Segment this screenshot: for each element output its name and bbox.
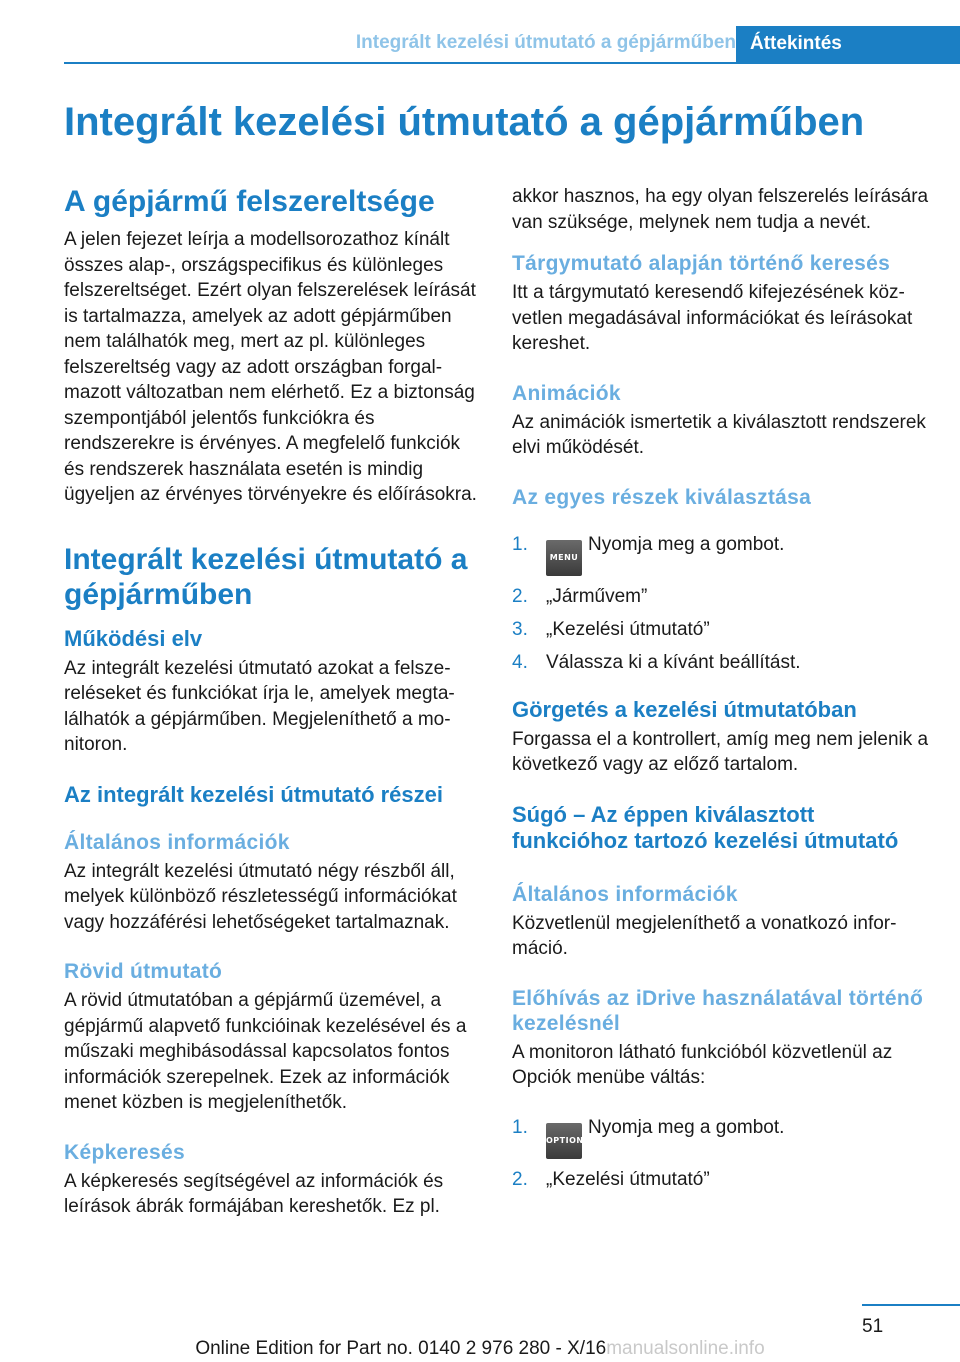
subsection-text-principle: Az integrált kezelési útmutató azokat a felszereléseket és funkciókat írja le, amelyek megtalálhatók a gépjárműben. Megjeleníthető a monitoron. (64, 657, 455, 755)
running-header (0, 26, 960, 62)
subsubsection-title-general: Általános információk (64, 830, 290, 854)
step-text: „Járművem” (546, 585, 648, 607)
option-button-icon: OPTION (546, 1123, 582, 1159)
subsubsection-text-animations: Az animációk ismertetik a kiválasztott rendszerek elvi működését. (512, 411, 926, 458)
subsubsection-text-idrive: A monitoron látható funkcióból közvetlenül az Opciók menübe váltás: (512, 1041, 893, 1088)
section-text-equipment: A jelen fejezet leírja a modellsorozathoz kínált összes alap-, országspecifikus és különleges felszereltséget. Ezért olyan felszerelések leírását is tartalmazza, amelyek az adott gépjárműben nem találhatók meg, mert az pl. különleges felszereltség vagy az adott országban forgalmazott változatban nem elérhető. Ez a biztonság szempontjából jelentős funkciókra és rendszerekre is érvényes. A megfelelő funkciók és rendszerek használata esetén is mindig ügyeljen az érvényes törvényekre és előírásokra. (64, 229, 477, 505)
header-chapter-title: Integrált kezelési útmutató a gépjárműben (355, 32, 736, 53)
steps-select-parts (512, 532, 936, 675)
header-section-tab: Áttekintés (736, 26, 960, 62)
step-number: 2. (512, 1168, 528, 1190)
list-item (512, 532, 936, 576)
footer (0, 1338, 960, 1360)
step-number: 1. (512, 1116, 528, 1138)
subsection-title-principle: Működési elv (64, 625, 203, 651)
subsection-title-parts: Az integrált kezelési útmutató részei (64, 781, 443, 807)
step-text: Válassza ki a kívánt beállítást. (546, 651, 801, 673)
subsubsection-title-idrive: Előhívás az iDrive használatával történő kezelésnél (512, 986, 924, 1035)
step-text: Nyomja meg a gombot. (588, 1116, 785, 1138)
step-number: 2. (512, 585, 528, 607)
subsubsection-title-select-parts: Az egyes részek kiválasztása (512, 485, 812, 509)
subsection-title-help: Súgó – Az éppen kiválasztott funkcióhoz tartozó kezelési útmutató (512, 801, 899, 853)
left-column (64, 184, 484, 1220)
page-number: 51 (862, 1316, 884, 1337)
step-number: 3. (512, 618, 528, 640)
right-column (512, 184, 936, 1200)
subsubsection-title-quick-guide: Rövid útmutató (64, 960, 223, 983)
subsection-text-scrolling: Forgassa el a kontrollert, amíg meg nem jelenik a következő vagy az előző tartalom. (512, 728, 929, 775)
section-title-equipment: A gépjármű felszereltsége (64, 185, 435, 218)
continued-text: akkor hasznos, ha egy olyan felszerelés leírására van szüksége, melynek nem tudja a nevét. (512, 186, 929, 233)
header-rule (64, 62, 960, 64)
subsubsection-title-animations: Animációk (512, 381, 621, 405)
page-title: Integrált kezelési útmutató a gépjárműben (64, 100, 865, 144)
subsubsection-title-help-general: Általános információk (512, 882, 738, 906)
step-number: 1. (512, 533, 528, 555)
subsubsection-title-image-search: Képkeresés (64, 1140, 185, 1164)
section-title-integrated-manual: Integrált kezelési útmutató a gépjárműben (64, 542, 468, 611)
steps-idrive (512, 1115, 936, 1192)
subsubsection-title-index-search: Tárgymutató alapján történő keresés (512, 252, 891, 275)
list-item (512, 650, 936, 675)
subsubsection-text-quick-guide: A rövid útmutatóban a gépjármű üzemével, a gépjármű alapvető funkcióinak kezelésével és a műszaki meghibásodással kapcsolatos fontos információk szerepelnek. Ezek az információk menet közben is megjeleníthetők. (64, 990, 467, 1113)
subsubsection-text-general: Az integrált kezelési útmutató négy részből áll, melyek különböző részletességű információkat vagy hozzáférési lehetőségeket tartalmaznak. (64, 860, 457, 933)
footer-edition-text: Online Edition for Part no. 0140 2 976 280 - X/16 (195, 1338, 607, 1359)
subsubsection-text-index-search: Itt a tárgymutató keresendő kifejezésének közvetlen megadásával információkat és leírásokat kereshet. (512, 282, 913, 354)
step-text: Nyomja meg a gombot. (588, 533, 785, 555)
footer-watermark: manualsonline.info (606, 1338, 765, 1359)
list-item (512, 617, 936, 642)
step-number: 4. (512, 651, 528, 673)
list-item (512, 1115, 936, 1159)
step-text: „Kezelési útmutató” (546, 618, 710, 640)
footer-rule (862, 1304, 960, 1306)
list-item (512, 584, 936, 609)
list-item (512, 1167, 936, 1192)
menu-button-icon: MENU (546, 540, 582, 576)
step-text: „Kezelési útmutató” (546, 1168, 710, 1190)
subsubsection-text-help-general: Közvetlenül megjeleníthető a vonatkozó információ. (512, 912, 897, 959)
subsubsection-text-image-search: A képkeresés segítségével az információk és leírások ábrák formájában kereshetők. Ez pl. (64, 1170, 444, 1217)
subsection-title-scrolling: Görgetés a kezelési útmutatóban (512, 696, 857, 722)
